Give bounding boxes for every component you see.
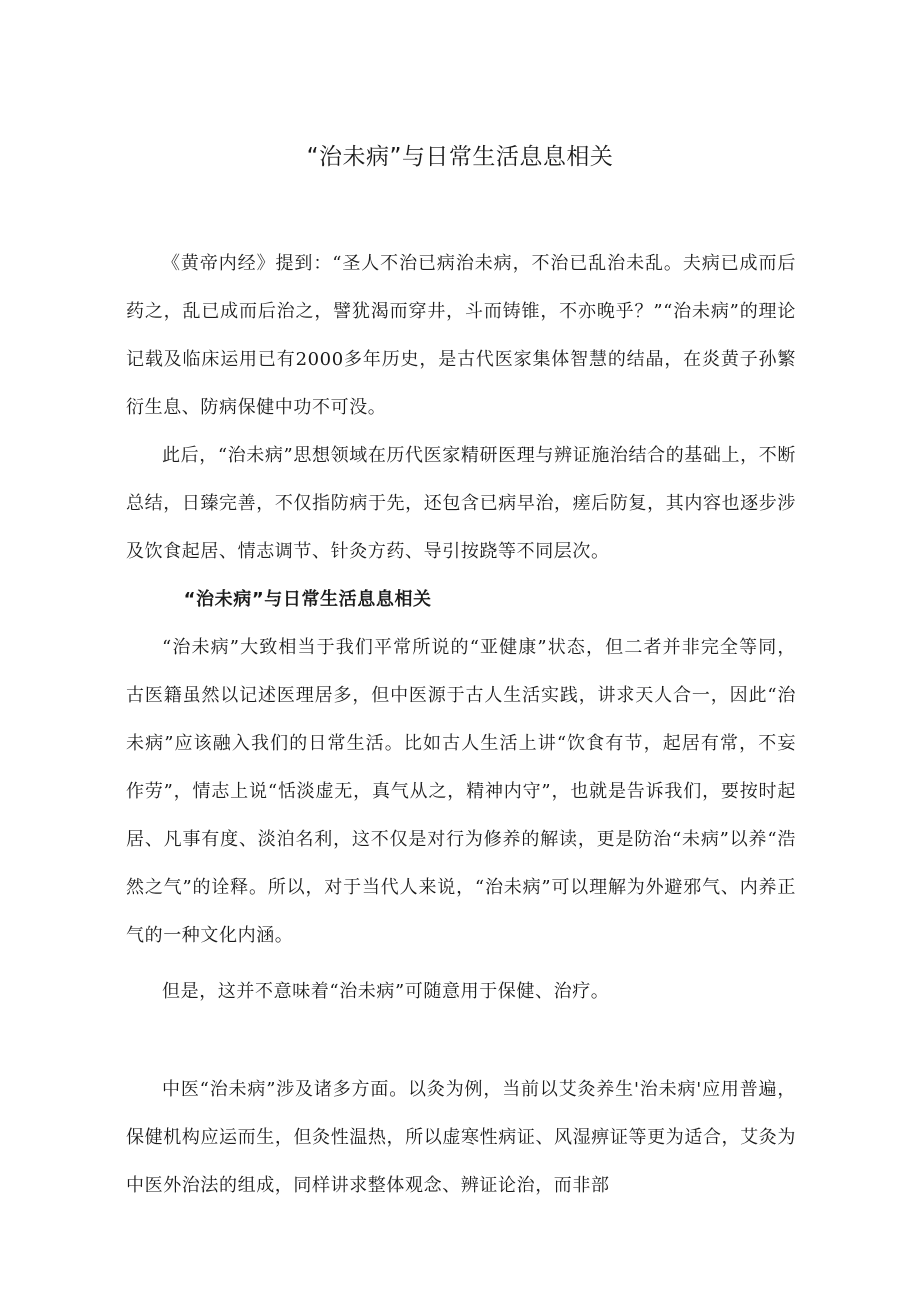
paragraph-later-development: 此后，“治未病”思想领域在历代医家精研医理与辨证施治结合的基础上，不断总结，日臻完善，不仅指防病于先，还包含已病早治，瘥后防复，其内容也逐步涉及饮食起居、情志调节、针灸方药、导引按跷等不同层次。 (126, 445, 796, 562)
paragraph-moxibustion: 中医“治未病”涉及诸多方面。以灸为例，当前以艾灸养生'治未病'应用普遍，保健机构应运而生，但灸性温热，所以虚寒性病证、风湿痹证等更为适合，艾灸为中医外治法的组成，同样讲求整体观念、辨证论治，而非部 (126, 1079, 796, 1196)
paragraph-daily-life: “治未病”大致相当于我们平常所说的“亚健康”状态，但二者并非完全等同，古医籍虽然以记述医理居多，但中医源于古人生活实践，讲求天人合一，因此“治未病”应该融入我们的日常生活。比如古人生活上讲“饮食有节，起居有常，不妄作劳”，情志上说“恬淡虚无，真气从之，精神内守”，也就是告诉我们，要按时起居、凡事有度、淡泊名利，这不仅是对行为修养的解读，更是防治“未病”以养“浩然之气”的诠释。所以，对于当代人来说，“治未病”可以理解为外避邪气、内养正气的一种文化内涵。 (126, 637, 796, 946)
section-heading: “治未病”与日常生活息息相关 (183, 589, 432, 610)
paragraph-huangdi-neijing: 《黄帝内经》提到：“圣人不治已病治未病，不治已乱治未乱。夫病已成而后药之，乱已成而后治之，譬犹渴而穿井，斗而铸锥，不亦晚乎？”“治未病”的理论记载及临床运用已有2000多年历史，是古代医家集体智慧的结晶，在炎黄子孙繁衍生息、防病保健中功不可没。 (126, 253, 796, 418)
paragraph-caution: 但是，这并不意味着“治未病”可随意用于保健、治疗。 (162, 981, 610, 1002)
document-title: “治未病”与日常生活息息相关 (306, 144, 614, 170)
